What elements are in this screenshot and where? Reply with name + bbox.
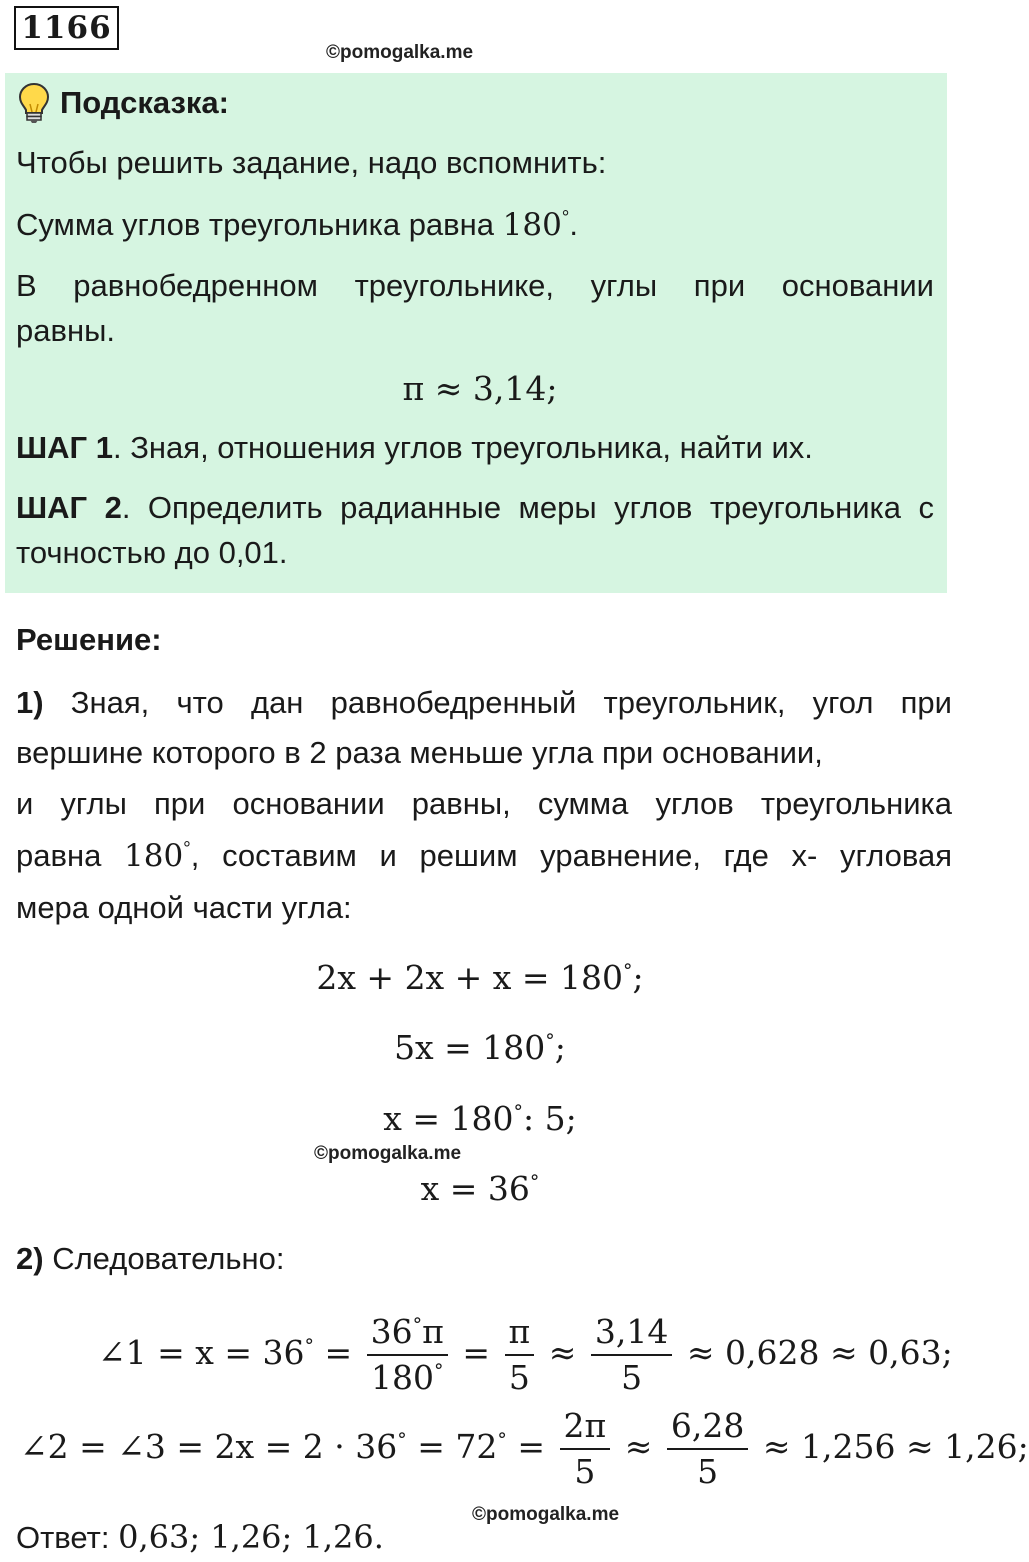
hint-step-2: ШАГ 2. Определить радианные меры углов треугольника с <box>16 490 934 525</box>
fraction-36pi-180: $\frac{36^\circ\pi}{180^\circ}$ <box>367 1310 448 1400</box>
pi-formula: π ≈ 3,14; <box>402 369 558 408</box>
hint-line-1: Чтобы решить задание, надо вспомнить: <box>16 145 607 180</box>
fraction-314-5: $\frac{3,14}{5}$ <box>591 1310 672 1400</box>
formula-angle-1: ∠1 = x = 36° = $\frac{36^\circ\pi}{180^\circ}$ = $\frac{\pi}{5}$ ≈ $\frac{3,14}{5}$ ≈ 0,628 ≈ 0,63; <box>98 1310 953 1400</box>
watermark-middle: ©pomogalka.me <box>314 1143 462 1164</box>
solution-p2: 2) Следовательно: <box>16 1241 285 1276</box>
solution-p1-line1: 1) Зная, что дан равнобедренный треугольник, угол при <box>16 685 952 720</box>
equation-4: x = 36° <box>420 1169 540 1208</box>
fraction-2pi-5: $\frac{2\pi}{5}$ <box>560 1404 611 1494</box>
hint-step-2b: точностью до 0,01. <box>16 535 288 570</box>
solution-p1-line2: вершине которого в 2 раза меньше угла при основании, <box>16 735 823 770</box>
equation-2: 5x = 180°; <box>394 1028 566 1067</box>
hint-step-1: ШАГ 1. Зная, отношения углов треугольника, найти их. <box>16 430 813 465</box>
lightbulb-icon <box>18 82 50 124</box>
hint-line-2: Сумма углов треугольника равна 180°. <box>16 207 579 243</box>
watermark-bottom: ©pomogalka.me <box>472 1504 620 1525</box>
formula-angle-2-3: ∠2 = ∠3 = 2x = 2 · 36° = 72° = $\frac{2\pi}{5}$ ≈ $\frac{6,28}{5}$ ≈ 1,256 ≈ 1,26; <box>20 1404 1029 1494</box>
equation-1: 2x + 2x + x = 180°; <box>316 958 644 997</box>
solution-p1-line3: и углы при основании равны, сумма углов треугольника <box>16 786 952 821</box>
solution-p1-line5: мера одной части угла: <box>16 890 352 925</box>
fraction-pi-5: $\frac{\pi}{5}$ <box>505 1310 535 1400</box>
hint-line-3b: равны. <box>16 313 115 348</box>
equation-3: x = 180°: 5; <box>383 1099 577 1138</box>
hint-title: Подсказка: <box>60 85 229 120</box>
hint-line-3: В равнобедренном треугольнике, углы при основании <box>16 268 934 303</box>
fraction-628-5: $\frac{6,28}{5}$ <box>667 1404 748 1494</box>
solution-p1-line4: равна 180°, составим и решим уравнение, где х- угловая <box>16 838 952 874</box>
task-number: 1166 <box>14 6 119 50</box>
solution-title: Решение: <box>16 622 162 657</box>
answer: Ответ: 0,63; 1,26; 1,26. <box>16 1518 384 1556</box>
watermark-top: ©pomogalka.me <box>326 42 474 63</box>
